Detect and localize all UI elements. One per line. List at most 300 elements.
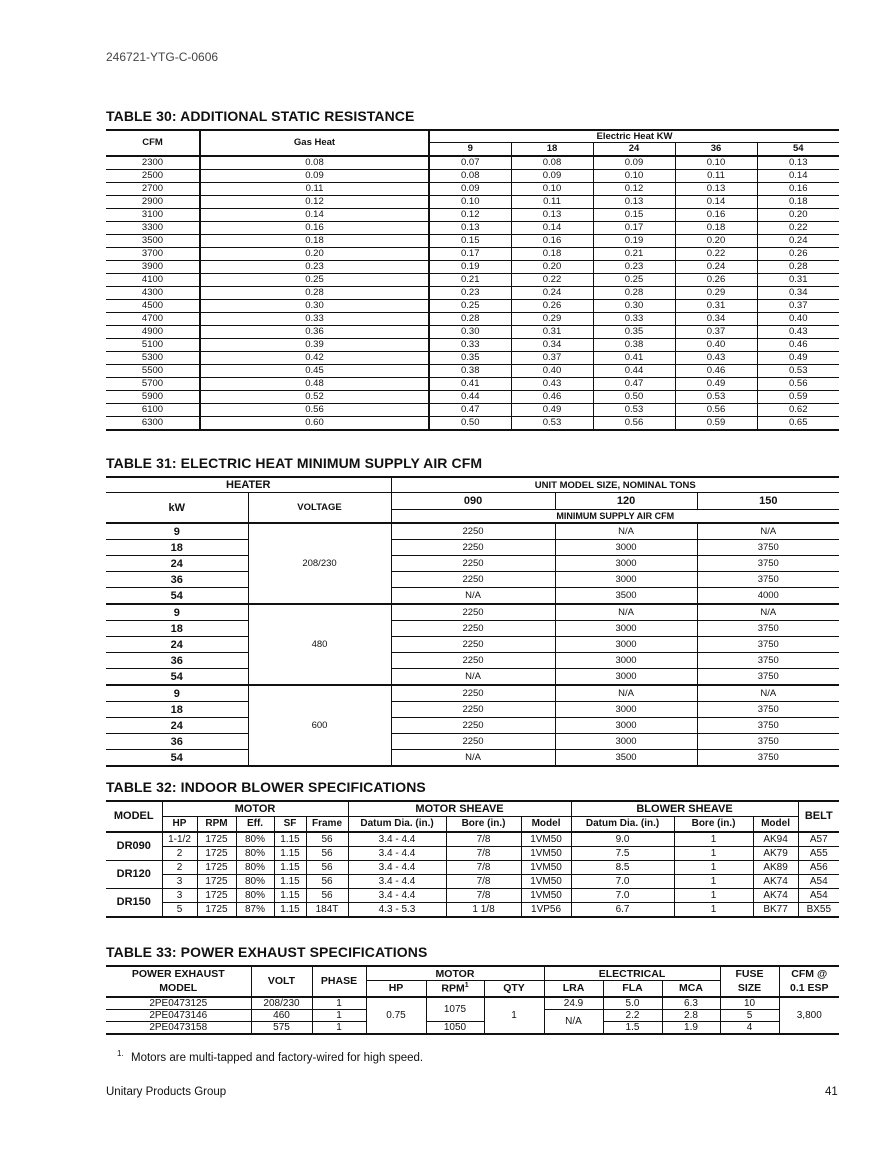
footnote-text: Motors are multi-tapped and factory-wired for high speed. (131, 1052, 424, 1064)
t33-header-electrical: ELECTRICAL (544, 966, 720, 981)
t31-row (106, 734, 839, 750)
t32-cell: 56 (306, 832, 348, 847)
t32-cell: 1VM50 (521, 846, 571, 860)
t32-subheader: Eff. (236, 817, 274, 832)
t30-cell: 0.44 (429, 390, 511, 403)
t32-cell: 5 (162, 902, 197, 917)
t30-cell: 0.24 (675, 260, 757, 273)
t32-subheader: Frame (306, 817, 348, 832)
t33-cell-lra: N/A (544, 1009, 603, 1034)
t32-cell: 80% (236, 832, 274, 847)
t33-header-hp: HP (366, 981, 426, 997)
t33-cell-cfm: 3,800 (779, 997, 839, 1034)
t30-cell: 0.62 (757, 403, 839, 416)
t30-cell: 0.49 (757, 351, 839, 364)
t30-cell: 0.13 (429, 221, 511, 234)
t33-cell-mca: 1.9 (662, 1021, 720, 1034)
t31-cell: 2250 (391, 653, 555, 669)
t30-cell: 0.53 (675, 390, 757, 403)
t33-cell-fuse: 5 (720, 1009, 779, 1021)
t30-cell: 0.30 (593, 299, 675, 312)
t30-cell: 0.30 (200, 299, 429, 312)
t32-cell-model: DR150 (106, 888, 162, 917)
t32-row (106, 888, 839, 902)
t32-cell: AK74 (753, 888, 798, 902)
t32-cell: 3.4 - 4.4 (348, 888, 446, 902)
t30-cell: 0.34 (757, 286, 839, 299)
t31-cell: N/A (391, 669, 555, 686)
t33-header-rpm-footnote-mark: 1 (464, 982, 469, 989)
t31-cell-kw: 36 (106, 734, 248, 750)
t30-cell: 3100 (106, 208, 200, 221)
t31-cell-kw: 24 (106, 637, 248, 653)
t31-row (106, 556, 839, 572)
table31-title: TABLE 31: ELECTRIC HEAT MINIMUM SUPPLY AIR CFM (106, 455, 483, 471)
t30-cell: 0.65 (757, 416, 839, 430)
t31-cell-voltage: 208/230 (248, 523, 391, 604)
t33-header-fla: FLA (603, 981, 662, 997)
t33-cell-rpm: 1075 (426, 997, 484, 1022)
t33-cell-fuse: 4 (720, 1021, 779, 1034)
t32-cell: 7/8 (446, 846, 521, 860)
t33-header-model-line2: MODEL (159, 982, 198, 995)
t30-cell: 0.22 (675, 247, 757, 260)
t30-row (106, 338, 839, 351)
t30-cell: 4300 (106, 286, 200, 299)
t30-cell: 5100 (106, 338, 200, 351)
t30-cell: 0.25 (200, 273, 429, 286)
t30-cell: 0.22 (511, 273, 593, 286)
t32-cell: 3.4 - 4.4 (348, 874, 446, 888)
t32-cell: 7.0 (571, 874, 674, 888)
t32-subheader: Model (521, 817, 571, 832)
t30-cell: 0.53 (593, 403, 675, 416)
t31-header-voltage: VOLTAGE (248, 493, 391, 524)
t30-cell: 2900 (106, 195, 200, 208)
t32-cell: 4.3 - 5.3 (348, 902, 446, 917)
t31-cell: 3000 (555, 669, 697, 686)
t31-cell: N/A (697, 604, 839, 621)
t30-cell: 0.09 (429, 182, 511, 195)
t31-cell: 2250 (391, 702, 555, 718)
t30-cell: 0.35 (429, 351, 511, 364)
t32-header-belt: BELT (798, 801, 839, 832)
document-id: 246721-YTG-C-0606 (106, 50, 219, 64)
t32-cell: 7.5 (571, 846, 674, 860)
t31-size-120: 120 (555, 493, 697, 510)
t31-cell: 2250 (391, 685, 555, 702)
t30-cell: 0.35 (593, 325, 675, 338)
t30-cell: 0.56 (757, 377, 839, 390)
t33-header-phase: PHASE (312, 966, 366, 997)
t30-cell: 0.07 (429, 156, 511, 170)
t30-row (106, 416, 839, 430)
t30-cell: 0.24 (757, 234, 839, 247)
t32-cell: 1 (674, 846, 753, 860)
t31-row (106, 718, 839, 734)
t30-cell: 0.11 (200, 182, 429, 195)
t32-cell: 3.4 - 4.4 (348, 846, 446, 860)
t30-cell: 0.14 (511, 221, 593, 234)
t30-cell: 0.29 (675, 286, 757, 299)
t30-cell: 3700 (106, 247, 200, 260)
t30-cell: 0.26 (675, 273, 757, 286)
t30-cell: 0.28 (429, 312, 511, 325)
t31-cell-kw: 18 (106, 540, 248, 556)
t30-cell: 0.24 (511, 286, 593, 299)
t32-cell: 3 (162, 874, 197, 888)
t30-cell: 0.13 (675, 182, 757, 195)
t31-header-min: MINIMUM SUPPLY AIR CFM (391, 510, 839, 524)
t31-header-kw: kW (106, 493, 248, 524)
t32-cell: 1725 (197, 846, 236, 860)
t32-cell: 80% (236, 860, 274, 874)
t31-cell: 3750 (697, 572, 839, 588)
t30-cell: 0.10 (429, 195, 511, 208)
t31-cell-kw: 24 (106, 556, 248, 572)
t30-row (106, 221, 839, 234)
t33-header-cfm (779, 966, 839, 997)
t32-cell: 1.15 (274, 846, 306, 860)
t30-cell: 4900 (106, 325, 200, 338)
t33-header-rpm (426, 981, 484, 997)
t32-cell: AK79 (753, 846, 798, 860)
footnote (117, 1049, 424, 1064)
t31-cell: 3750 (697, 750, 839, 767)
t32-row (106, 874, 839, 888)
t30-cell: 0.08 (200, 156, 429, 170)
t31-cell-kw: 18 (106, 702, 248, 718)
t30-cell: 0.37 (757, 299, 839, 312)
t30-cell: 0.38 (429, 364, 511, 377)
t30-cell: 0.20 (511, 260, 593, 273)
t31-cell: 3000 (555, 718, 697, 734)
t32-cell: 56 (306, 874, 348, 888)
t30-cell: 0.40 (675, 338, 757, 351)
t32-cell: 3.4 - 4.4 (348, 860, 446, 874)
table30-title: TABLE 30: ADDITIONAL STATIC RESISTANCE (106, 108, 415, 124)
t31-cell: 2250 (391, 572, 555, 588)
t30-cell: 0.45 (200, 364, 429, 377)
t30-cell: 0.25 (429, 299, 511, 312)
t31-cell: 3000 (555, 637, 697, 653)
t32-cell: 1VP56 (521, 902, 571, 917)
t32-header-motor-sheave: MOTOR SHEAVE (348, 801, 571, 817)
t30-cell: 0.41 (429, 377, 511, 390)
t32-row (106, 846, 839, 860)
t30-row (106, 403, 839, 416)
t30-header-cfm: CFM (106, 130, 200, 156)
t31-cell: 2250 (391, 556, 555, 572)
t30-cell: 0.16 (757, 182, 839, 195)
t30-cell: 0.20 (675, 234, 757, 247)
t31-cell: 2250 (391, 718, 555, 734)
t30-cell: 0.20 (757, 208, 839, 221)
t31-cell-kw: 54 (106, 588, 248, 605)
t32-header-model: MODEL (106, 801, 162, 832)
t33-header-motor: MOTOR (366, 966, 544, 981)
t31-cell-voltage: 600 (248, 685, 391, 766)
t32-row (106, 832, 839, 847)
t30-cell: 0.46 (675, 364, 757, 377)
t32-cell: 2 (162, 846, 197, 860)
t30-cell: 3300 (106, 221, 200, 234)
table32 (106, 800, 839, 918)
table33 (106, 965, 839, 1035)
t32-cell: 80% (236, 846, 274, 860)
t33-header-model (106, 966, 251, 997)
t30-cell: 0.59 (675, 416, 757, 430)
t30-cell: 0.21 (429, 273, 511, 286)
t31-cell-kw: 36 (106, 653, 248, 669)
t33-cell-volt: 575 (251, 1021, 312, 1034)
footnote-mark: 1. (117, 1049, 124, 1058)
t30-cell: 0.41 (593, 351, 675, 364)
t30-cell: 0.22 (757, 221, 839, 234)
t31-row (106, 604, 839, 621)
t33-cell-phase: 1 (312, 1009, 366, 1021)
t32-cell: 1725 (197, 888, 236, 902)
t30-header-kw-24: 24 (593, 143, 675, 156)
t30-cell: 0.50 (429, 416, 511, 430)
t30-cell: 0.30 (429, 325, 511, 338)
t32-subheader: SF (274, 817, 306, 832)
t30-cell: 0.19 (593, 234, 675, 247)
t30-cell: 0.18 (511, 247, 593, 260)
t33-cell-mca: 2.8 (662, 1009, 720, 1021)
t30-cell: 0.23 (593, 260, 675, 273)
table30 (106, 129, 839, 431)
t30-row (106, 390, 839, 403)
t33-header-lra: LRA (544, 981, 603, 997)
t30-cell: 0.40 (511, 364, 593, 377)
t30-row (106, 273, 839, 286)
t31-cell: 3750 (697, 669, 839, 686)
t33-header-fuse-line1: FUSE (735, 968, 764, 981)
t30-cell: 5300 (106, 351, 200, 364)
t33-header-fuse (720, 966, 779, 997)
t30-cell: 0.12 (593, 182, 675, 195)
table33-title: TABLE 33: POWER EXHAUST SPECIFICATIONS (106, 944, 428, 960)
t30-header-electric: Electric Heat KW (429, 130, 839, 143)
t30-cell: 0.49 (511, 403, 593, 416)
t31-cell: 4000 (697, 588, 839, 605)
t30-cell: 0.23 (429, 286, 511, 299)
t32-cell-model: DR090 (106, 832, 162, 861)
t30-cell: 0.59 (757, 390, 839, 403)
t30-cell: 4500 (106, 299, 200, 312)
t30-cell: 0.08 (429, 169, 511, 182)
t30-cell: 0.11 (511, 195, 593, 208)
t33-header-rpm-text: RPM (441, 982, 465, 995)
t30-cell: 0.18 (675, 221, 757, 234)
t33-cell-lra: 24.9 (544, 997, 603, 1010)
t30-header-kw-54: 54 (757, 143, 839, 156)
t32-cell: A55 (798, 846, 839, 860)
t31-cell: N/A (697, 685, 839, 702)
t33-header-mca: MCA (662, 981, 720, 997)
t31-row (106, 621, 839, 637)
t30-cell: 2300 (106, 156, 200, 170)
t32-cell: A54 (798, 888, 839, 902)
t31-row (106, 653, 839, 669)
t30-cell: 0.56 (200, 403, 429, 416)
t32-row (106, 860, 839, 874)
t30-cell: 0.09 (511, 169, 593, 182)
t30-row (106, 364, 839, 377)
t32-cell: AK89 (753, 860, 798, 874)
t30-cell: 0.34 (511, 338, 593, 351)
t33-cell-phase: 1 (312, 997, 366, 1010)
t30-cell: 0.46 (757, 338, 839, 351)
t30-cell: 0.33 (593, 312, 675, 325)
t30-cell: 0.29 (511, 312, 593, 325)
t32-cell: 56 (306, 860, 348, 874)
t30-cell: 0.13 (757, 156, 839, 170)
t32-cell: 9.0 (571, 832, 674, 847)
t31-cell: N/A (555, 685, 697, 702)
t30-cell: 0.43 (511, 377, 593, 390)
t32-cell: AK74 (753, 874, 798, 888)
t30-cell: 0.47 (429, 403, 511, 416)
t32-row (106, 902, 839, 917)
t32-header-motor: MOTOR (162, 801, 348, 817)
t33-cell-rpm: 1050 (426, 1021, 484, 1034)
t30-cell: 5900 (106, 390, 200, 403)
t30-cell: 0.10 (511, 182, 593, 195)
t32-cell: 7.0 (571, 888, 674, 902)
t30-cell: 0.52 (200, 390, 429, 403)
t30-cell: 0.25 (593, 273, 675, 286)
t30-cell: 0.14 (200, 208, 429, 221)
t30-cell: 0.09 (200, 169, 429, 182)
t33-header-volt: VOLT (251, 966, 312, 997)
t30-cell: 0.36 (200, 325, 429, 338)
t32-cell: 7/8 (446, 888, 521, 902)
t30-cell: 0.31 (511, 325, 593, 338)
t30-cell: 0.53 (757, 364, 839, 377)
t33-header-qty: QTY (484, 981, 544, 997)
t30-cell: 6300 (141, 417, 164, 428)
t31-cell: 3500 (555, 588, 697, 605)
t30-cell: 0.39 (200, 338, 429, 351)
t32-cell: BK77 (753, 902, 798, 917)
t33-header-fuse-line2: SIZE (737, 982, 762, 995)
t32-cell: 7/8 (446, 832, 521, 847)
t30-row (106, 377, 839, 390)
t32-cell: 1 (674, 902, 753, 917)
t30-cell: 0.28 (200, 286, 429, 299)
t31-cell: 3750 (697, 556, 839, 572)
t32-cell: 1725 (197, 860, 236, 874)
t32-cell: 7/8 (446, 860, 521, 874)
t32-subheader: Bore (in.) (446, 817, 521, 832)
t32-cell: 7/8 (446, 874, 521, 888)
t32-cell: 1725 (197, 874, 236, 888)
t33-cell-model: 2PE0473158 (106, 1021, 251, 1034)
t31-cell: 3000 (555, 540, 697, 556)
t32-subheader: RPM (197, 817, 236, 832)
t32-cell: 1.15 (274, 860, 306, 874)
t30-header-kw-36: 36 (675, 143, 757, 156)
t30-row (106, 351, 839, 364)
t32-cell-model: DR120 (106, 860, 162, 888)
t30-cell: 0.23 (200, 260, 429, 273)
t30-cell: 2500 (106, 169, 200, 182)
t33-cell-phase: 1 (312, 1021, 366, 1034)
t30-cell: 0.08 (511, 156, 593, 170)
table32-title: TABLE 32: INDOOR BLOWER SPECIFICATIONS (106, 779, 426, 795)
t30-cell: 0.46 (511, 390, 593, 403)
t31-cell: 3750 (697, 621, 839, 637)
t31-row (106, 685, 839, 702)
t30-cell: 6100 (106, 403, 200, 416)
t30-cell: 0.18 (757, 195, 839, 208)
t31-cell-kw: 18 (106, 621, 248, 637)
t31-row (106, 637, 839, 653)
t31-header-heater: HEATER (106, 477, 391, 493)
t33-cell-model: 2PE0473125 (106, 997, 251, 1010)
t31-cell: 3750 (697, 653, 839, 669)
t31-row (106, 540, 839, 556)
t32-cell: 1 1/8 (446, 902, 521, 917)
t31-row (106, 702, 839, 718)
t31-row (106, 750, 839, 767)
t30-cell: 4700 (106, 312, 200, 325)
t32-cell: 3 (162, 888, 197, 902)
t30-cell: 0.16 (200, 221, 429, 234)
t31-cell: 2250 (391, 637, 555, 653)
t32-cell: 87% (236, 902, 274, 917)
t30-cell: 2700 (106, 182, 200, 195)
t32-cell: 56 (306, 888, 348, 902)
t30-cell: 0.10 (593, 169, 675, 182)
t31-cell: N/A (391, 588, 555, 605)
table31 (106, 476, 839, 767)
t30-cell: 0.60 (200, 416, 429, 430)
t30-header-kw-9: 9 (429, 143, 511, 156)
t32-cell: 6.7 (571, 902, 674, 917)
t31-cell: 2250 (391, 523, 555, 540)
t33-header-model-line1: POWER EXHAUST (131, 968, 225, 981)
t30-cell: 0.43 (757, 325, 839, 338)
t31-cell: 2250 (391, 604, 555, 621)
t31-cell-kw: 24 (106, 718, 248, 734)
t30-cell: 0.28 (757, 260, 839, 273)
t30-row (106, 234, 839, 247)
t30-cell: 5500 (106, 364, 200, 377)
footer-publisher: Unitary Products Group (106, 1086, 227, 1098)
t30-cell: 0.21 (593, 247, 675, 260)
t30-cell: 0.44 (593, 364, 675, 377)
t30-cell: 0.16 (675, 208, 757, 221)
t33-cell-fla: 5.0 (603, 997, 662, 1010)
t31-cell: 3750 (697, 637, 839, 653)
t30-cell: 0.47 (593, 377, 675, 390)
t31-cell: 3000 (555, 572, 697, 588)
t31-cell: 3500 (555, 750, 697, 767)
t32-subheader: Bore (in.) (674, 817, 753, 832)
t31-cell: 3000 (555, 621, 697, 637)
t30-cell: 0.14 (757, 169, 839, 182)
t31-cell-kw: 9 (106, 685, 248, 702)
t30-row (106, 208, 839, 221)
t30-cell: 0.50 (593, 390, 675, 403)
t30-cell: 0.18 (200, 234, 429, 247)
t30-row (106, 182, 839, 195)
t32-subheader: HP (162, 817, 197, 832)
t31-cell-kw: 9 (106, 604, 248, 621)
